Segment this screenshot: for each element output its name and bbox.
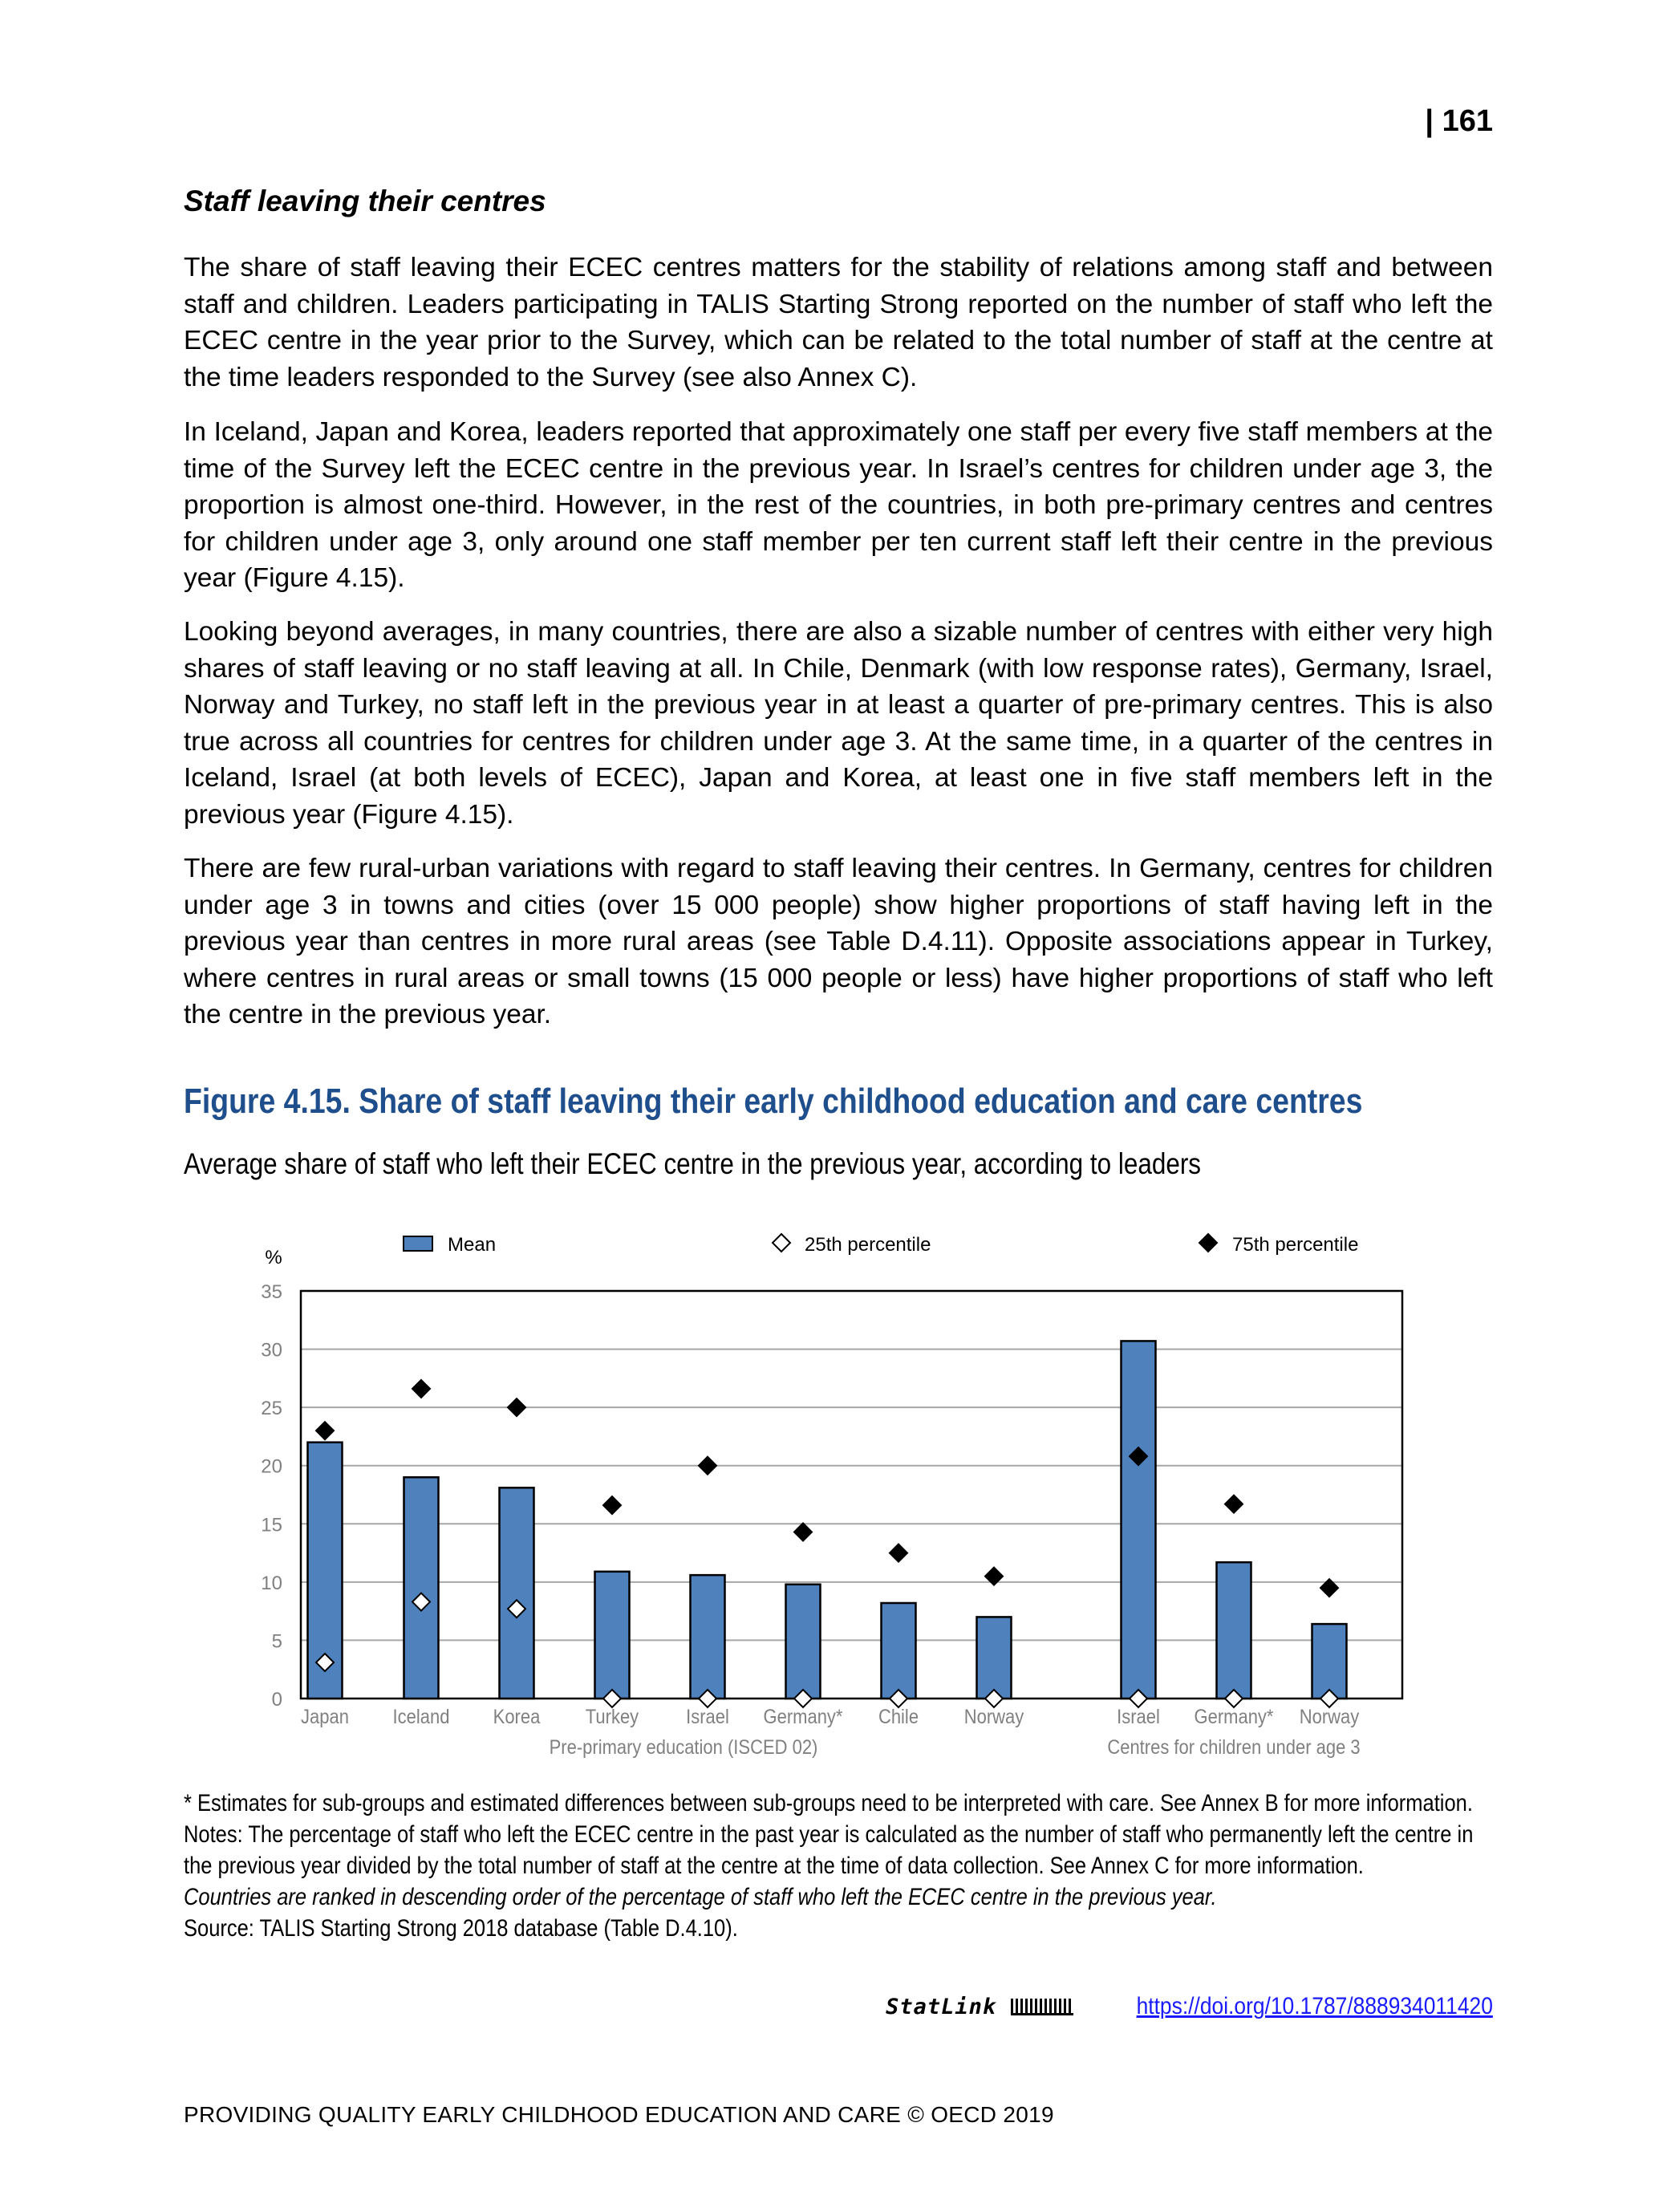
bar-mean	[786, 1585, 821, 1699]
y-tick-label: 25	[261, 1398, 282, 1420]
y-tick-label: 30	[261, 1339, 282, 1362]
bar-mean	[977, 1617, 1012, 1699]
note-text: Notes: The percentage of staff who left the ECEC centre in the past year is calculated as the number of staff who permanently left the centre in	[184, 1821, 1474, 1848]
marker-75th-percentile	[1225, 1496, 1243, 1513]
section-title: Staff leaving their centres	[184, 185, 546, 217]
bar-mean	[500, 1488, 534, 1699]
y-tick-label: 35	[261, 1281, 282, 1303]
figure-notes	[184, 1788, 1493, 1944]
bar-mean	[691, 1575, 725, 1699]
marker-75th-percentile	[890, 1544, 907, 1562]
group-label: Centres for children under age 3	[1107, 1735, 1361, 1759]
legend-75th-percentile-icon	[1199, 1234, 1217, 1252]
paragraph-2: In Iceland, Japan and Korea, leaders reported that approximately one staff per every five staff members at the time of the Survey left the ECEC centre in the previous year. In Israel’s centres for children under age 3, the proportion is almost one-third. However, in the rest of the countries, in both pre-primary centres and centres for children under age 3, only around one staff member per ten current staff left their centre in the previous year (Figure 4.15).	[184, 417, 1493, 594]
paragraph-1: The share of staff leaving their ECEC centres matters for the stability of relations among staff and between staff and children. Leaders participating in TALIS Starting Strong reported on the number of staff who left the ECEC centre in the year prior to the Survey, which can be related to the total number of staff at the centre at the time leaders responded to the Survey (see also Annex C).	[184, 253, 1493, 392]
note-ranking: Countries are ranked in descending order of the percentage of staff who left the ECEC centre in the previous year.	[184, 1884, 1217, 1910]
page-footer: PROVIDING QUALITY EARLY CHILDHOOD EDUCATION AND CARE © OECD 2019	[184, 2102, 1054, 2127]
figure-title: Figure 4.15. Share of staff leaving their early childhood education and care centres	[184, 1082, 1363, 1121]
x-tick-label: Norway	[1299, 1705, 1360, 1728]
statlink-label: StatLink	[886, 1994, 997, 2019]
note-text: the previous year divided by the total number of staff at the centre at the time of data collection. See Annex C for more information.	[184, 1853, 1364, 1879]
legend-mean-label: Mean	[448, 1234, 497, 1256]
x-tick-label: Norway	[963, 1705, 1024, 1728]
legend-mean-swatch	[404, 1236, 432, 1251]
statlink-url[interactable]: https://doi.org/10.1787/888934011420	[1136, 1993, 1493, 2019]
y-tick-label: 0	[271, 1689, 282, 1711]
page-number: | 161	[1425, 104, 1493, 138]
bar-mean	[1312, 1624, 1347, 1699]
marker-75th-percentile	[412, 1380, 430, 1398]
bar-mean	[1122, 1341, 1156, 1699]
bar-mean	[1217, 1562, 1251, 1699]
y-tick-label: 15	[261, 1514, 282, 1536]
marker-75th-percentile	[699, 1457, 716, 1475]
group-label: Pre-primary education (ISCED 02)	[549, 1735, 818, 1759]
bar-mean	[404, 1477, 439, 1699]
x-tick-label: Germany*	[1194, 1705, 1274, 1728]
y-axis-label: %	[265, 1247, 282, 1268]
note-source: Source: TALIS Starting Strong 2018 database (Table D.4.10).	[184, 1915, 738, 1942]
marker-75th-percentile	[603, 1496, 621, 1514]
paragraph-4: There are few rural-urban variations with regard to staff leaving their centres. In Germany, centres for children under age 3 in towns and cities (over 15 000 people) show higher proportions of staff having left in the previous year than centres in more rural areas (see Table D.4.11). Opposite associations appear in Turkey, where centres in rural areas or small towns (15 000 people or less) have higher proportions of staff who left the centre in the previous year.	[184, 854, 1493, 1030]
paragraph-3: Looking beyond averages, in many countries, there are also a sizable number of centres with either very high shares of staff leaving or no staff leaving at all. In Chile, Denmark (with low response rates), Germany, Israel, Norway and Turkey, no staff left in the previous year in at least a quarter of pre-primary centres. This is also true across all countries for centres for children under age 3. At the same time, in a quarter of the centres in Iceland, Israel (at both levels of ECEC), Japan and Korea, at least one in five staff members left in the previous year (Figure 4.15).	[184, 617, 1493, 830]
y-tick-label: 20	[261, 1455, 282, 1478]
x-tick-label: Japan	[301, 1705, 349, 1728]
x-tick-label: Israel	[686, 1705, 729, 1728]
x-tick-label: Israel	[1117, 1705, 1160, 1728]
x-tick-label: Germany*	[763, 1705, 843, 1728]
marker-75th-percentile	[508, 1398, 525, 1416]
bar-mean	[595, 1572, 630, 1699]
legend-25th-percentile-icon	[773, 1234, 790, 1252]
statlink-logo-icon	[1011, 1999, 1073, 2015]
x-tick-label: Turkey	[585, 1705, 639, 1728]
note-asterisk: * Estimates for sub-groups and estimated differences between sub-groups need to be interpreted with care. See Annex B for more information.	[184, 1790, 1473, 1816]
marker-75th-percentile	[316, 1422, 334, 1439]
marker-75th-percentile	[794, 1523, 812, 1540]
bar-mean	[882, 1603, 916, 1699]
x-tick-label: Korea	[493, 1705, 541, 1728]
y-tick-label: 5	[271, 1630, 282, 1653]
x-tick-label: Chile	[878, 1705, 919, 1728]
figure-subtitle: Average share of staff who left their ECEC centre in the previous year, according to leaders	[184, 1147, 1202, 1180]
legend-25th-label: 25th percentile	[805, 1234, 931, 1256]
statlink	[886, 1993, 1493, 2020]
y-tick-label: 10	[261, 1572, 282, 1594]
x-tick-label: Iceland	[392, 1705, 450, 1728]
legend-75th-label: 75th percentile	[1232, 1234, 1359, 1256]
